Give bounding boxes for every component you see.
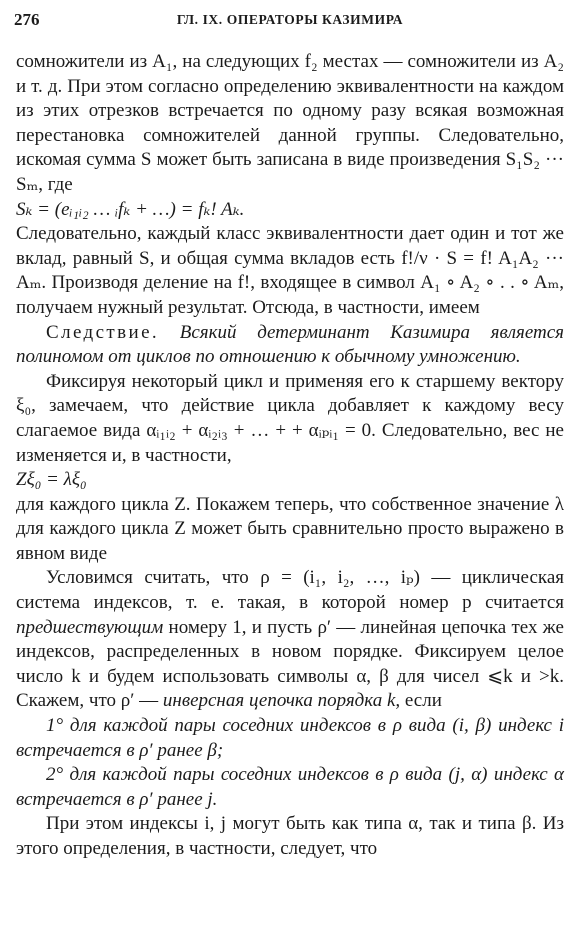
paragraph-6: При этом индексы i, j могут быть как типа α, так и типа β. Из этого определения, в частности, следует, что [16,813,564,859]
corollary-text: Всякий детерминант Казимира является полиномом от циклов по отношению к обычному умножению. [16,321,565,368]
formula-eigen: Zξ₀ = λξ₀ [16,469,87,491]
paragraph-4: для каждого цикла Z. Покажем теперь, что собственное значение λ для каждого цикла Z может быть сравнительно просто выражено в явном виде [16,493,564,564]
paragraph-1: сомножители из A₁, на следующих f₂ местах — сомножители из A₂ и т. д. При этом согласно определению эквивалентности на каждом из этих отрезков встречается по одному разу всякая возможная перестановка сомножителей данной группы. Следовательно, искомая сумма S может быть записана в виде произведения S₁S₂ ··· Sₘ, где [16,51,564,195]
formula-sk: Sₖ = (eᵢ₁ᵢ₂ … ᵢfₖ + …) = fₖ! Aₖ. [16,198,245,220]
running-title: ГЛ. IX. ОПЕРАТОРЫ КАЗИМИРА [176,12,404,27]
para5-text-b: номеру 1, и пусть ρ′ — линейная цепочка тех же индексов, распределенных в новом порядке. Фиксируем целое число k и будем использовать символы α, β для чисел ⩽k и >k. Скажем, что ρ′ — [16,616,564,712]
condition-item-2: 2° для каждой пары соседних индексов в ρ вида (j, α) индекс α встречается в ρ′ ранее j. [16,764,564,810]
page-body [16,50,564,862]
corollary [16,321,564,370]
para5-emphasis-1: предшествующим [16,616,164,638]
paragraph-2: Следовательно, каждый класс эквивалентности дает один и тот же вклад, равный S, и общая сумма вкладов есть f!/ν · S = f! A₁A₂ ··· Aₘ. Производя деление на f!, входящее в символ A₁ ∘ A₂ ∘ . . ∘ Aₘ, получаем нужный результат. Отсюда, в частности, имеем [16,223,564,318]
corollary-label: Следствие. [46,321,160,343]
paragraph-5 [16,566,564,714]
para5-text-c: если [400,690,442,712]
page-number: 276 [14,10,40,29]
para5-text-a: Условимся считать, что ρ = (i₁, i₂, …, iₚ) — циклическая система индексов, т. е. такая, в которой номер p считается [16,567,564,614]
paragraph-3: Фиксируя некоторый цикл и применяя его к старшему вектору ξ₀, замечаем, что действие цикла добавляет к каждому весу слагаемое вида αᵢ₁ᵢ₂ + αᵢ₂ᵢ₃ + … + + αᵢₚᵢ₁ = 0. Следовательно, вес не изменяется и, в частности, [16,370,564,466]
condition-item-1: 1° для каждой пары соседних индексов в ρ вида (i, β) индекс i встречается в ρ′ ранее β; [16,715,564,761]
para5-emphasis-2: инверсная цепочка порядка k, [162,690,401,712]
page-header [14,10,566,32]
